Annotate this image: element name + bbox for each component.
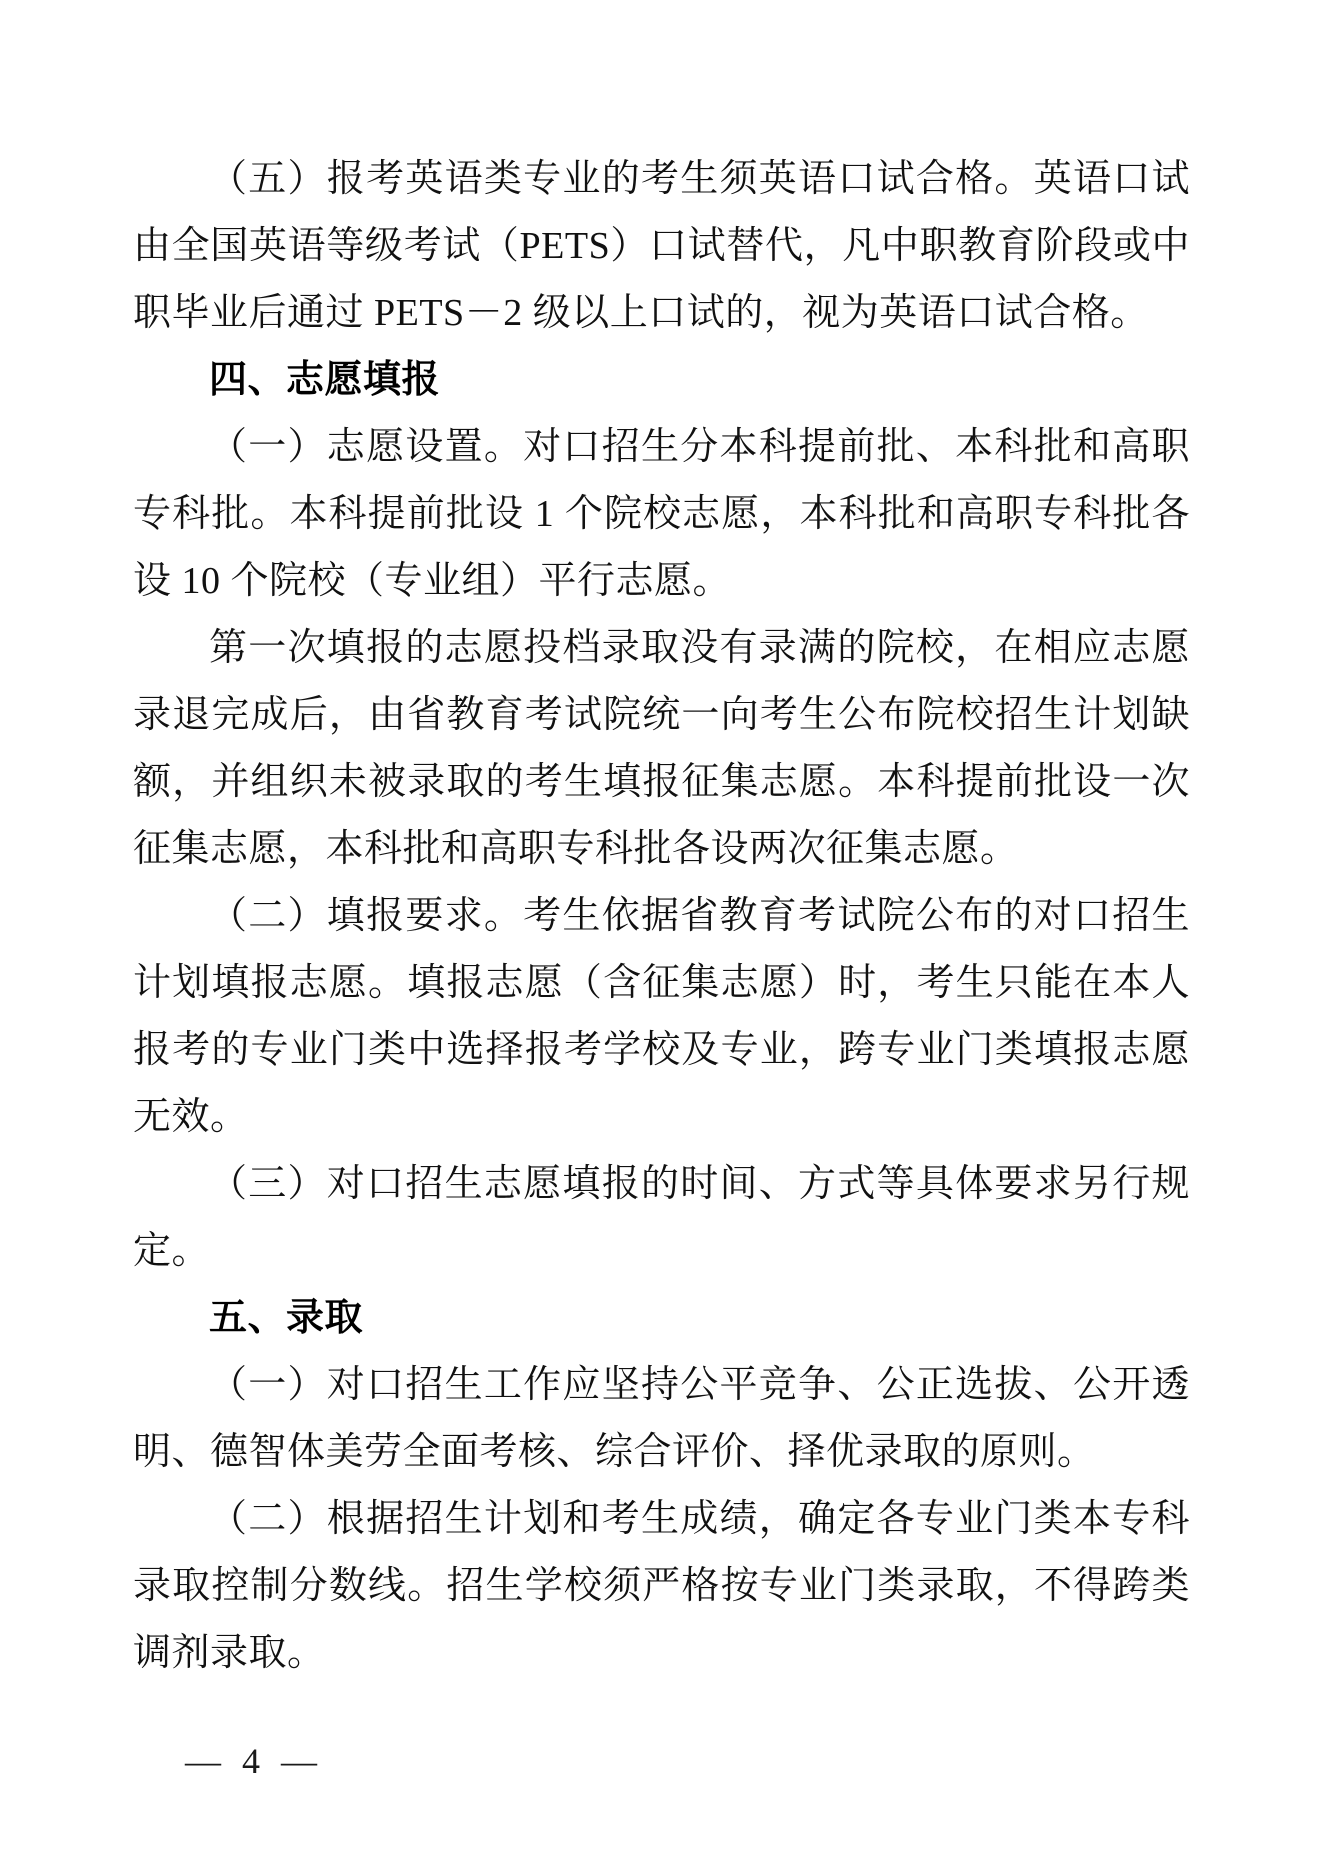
- para-filling-requirements: （二）填报要求。考生依据省教育考试院公布的对口招生计划填报志愿。填报志愿（含征集志愿）时，考生只能在本人报考的专业门类中选择报考学校及专业，跨专业门类填报志愿无效。: [133, 895, 1190, 1138]
- para-admission-principles: （一）对口招生工作应坚持公平竞争、公正选拔、公开透明、德智体美劳全面考核、综合评价、择优录取的原则。: [133, 1364, 1190, 1473]
- page-number: — 4 —: [185, 1741, 323, 1781]
- heading-volunteer-filling: 四、志愿填报: [209, 359, 441, 401]
- para-volunteer-setup: （一）志愿设置。对口招生分本科提前批、本科批和高职专科批。本科提前批设 1 个院校志愿，本科批和高职专科批各设 10 个院校（专业组）平行志愿。: [133, 426, 1190, 602]
- heading-admission: 五、录取: [209, 1297, 364, 1339]
- para-admission-score-lines: （二）根据招生计划和考生成绩，确定各专业门类本专科录取控制分数线。招生学校须严格按专业门类录取，不得跨类调剂录取。: [133, 1498, 1190, 1674]
- para-first-round-collection: 第一次填报的志愿投档录取没有录满的院校，在相应志愿录退完成后，由省教育考试院统一向考生公布院校招生计划缺额，并组织未被录取的考生填报征集志愿。本科提前批设一次征集志愿，本科批和高职专科批各设两次征集志愿。: [133, 627, 1190, 870]
- para-english-oral-test: （五）报考英语类专业的考生须英语口试合格。英语口试由全国英语等级考试（PETS）口试替代，凡中职教育阶段或中职毕业后通过 PETS－2 级以上口试的，视为英语口试合格。: [133, 158, 1190, 334]
- para-filling-time-rules: （三）对口招生志愿填报的时间、方式等具体要求另行规定。: [133, 1163, 1190, 1272]
- document-body: [133, 146, 1190, 1687]
